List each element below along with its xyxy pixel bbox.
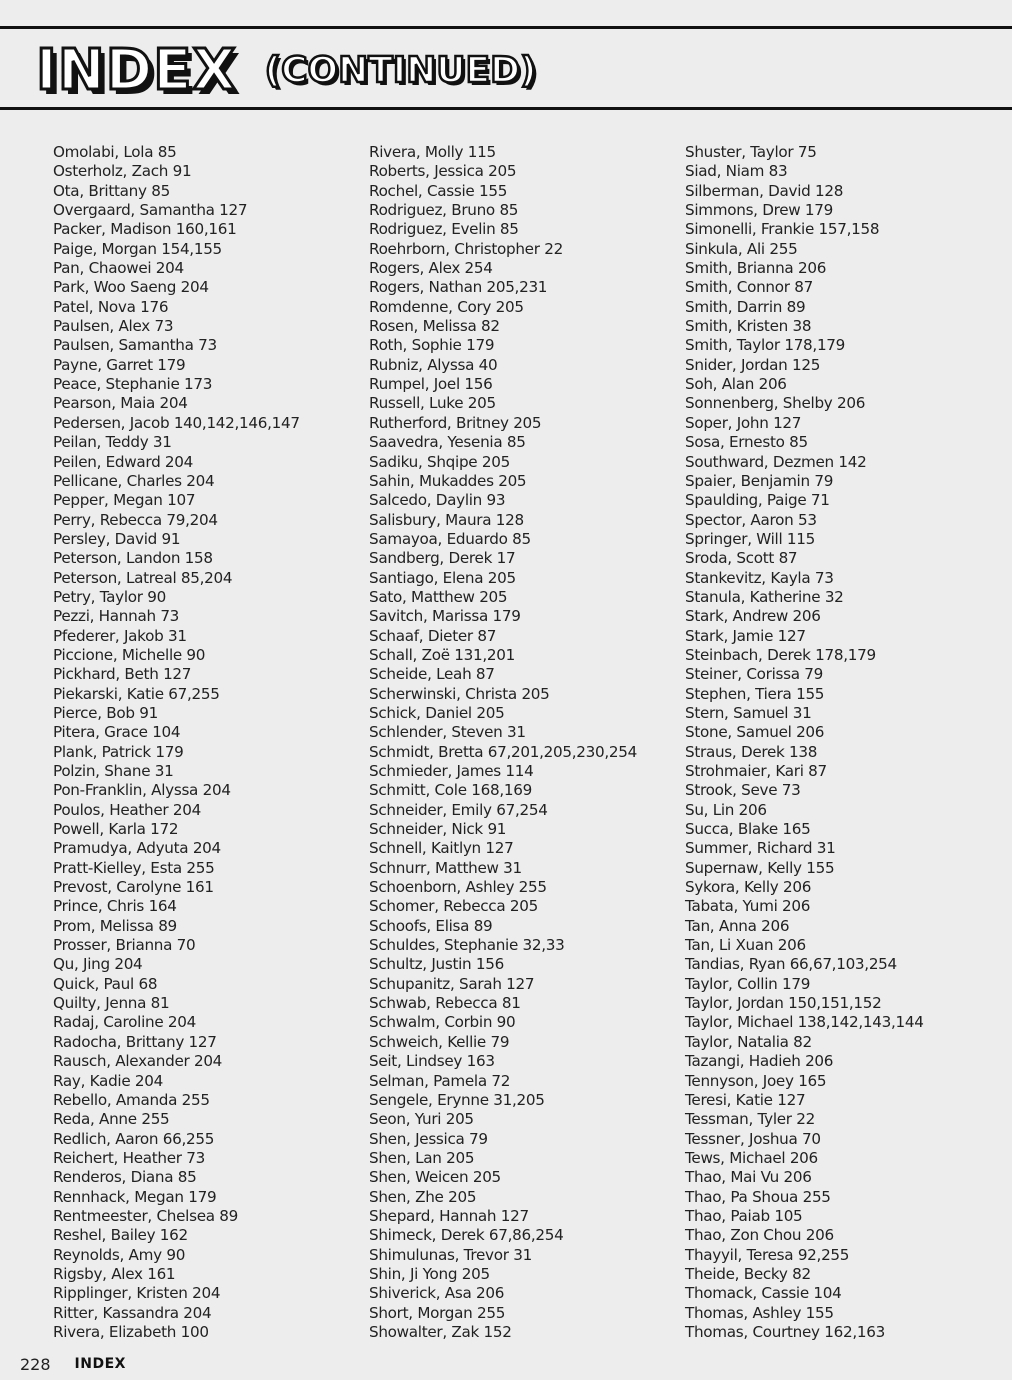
index-entry: Schmitt, Cole 168,169 [369, 781, 532, 800]
index-entry: Schuldes, Stephanie 32,33 [369, 936, 565, 955]
index-entry: Simonelli, Frankie 157,158 [685, 220, 880, 239]
index-entry: Rutherford, Britney 205 [369, 413, 542, 432]
index-entry: Stankevitz, Kayla 73 [685, 568, 834, 587]
index-column-3 [685, 143, 1005, 1342]
page-header [36, 38, 536, 104]
index-entry: Seon, Yuri 205 [369, 1110, 474, 1129]
index-entry: Smith, Darrin 89 [685, 297, 806, 316]
index-entry: Reda, Anne 255 [53, 1110, 170, 1129]
index-entry: Shimeck, Derek 67,86,254 [369, 1226, 564, 1245]
index-entry: Radocha, Brittany 127 [53, 1032, 217, 1051]
index-entry: Schwalm, Corbin 90 [369, 1013, 516, 1032]
footer-section-label: INDEX [74, 1356, 126, 1372]
index-entry: Sadiku, Shqipe 205 [369, 452, 510, 471]
index-entry: Sinkula, Ali 255 [685, 239, 798, 258]
index-entry: Poulos, Heather 204 [53, 800, 201, 819]
index-entry: Rigsby, Alex 161 [53, 1264, 176, 1283]
index-entry: Strohmaier, Kari 87 [685, 762, 827, 780]
index-entry: Petry, Taylor 90 [53, 587, 166, 606]
index-entry: Thao, Mai Vu 206 [685, 1168, 812, 1187]
index-entry: Taylor, Michael 138,142,143,144 [685, 1013, 924, 1032]
index-entry: Silberman, David 128 [685, 181, 844, 200]
index-entry: Shepard, Hannah 127 [369, 1206, 529, 1225]
index-entry: Succa, Blake 165 [685, 820, 811, 839]
index-entry: Rausch, Alexander 204 [53, 1052, 223, 1071]
index-entry: Rogers, Nathan 205,231 [369, 278, 548, 297]
index-entry: Rumpel, Joel 156 [369, 375, 493, 394]
index-entry: Schoofs, Elisa 89 [369, 916, 493, 935]
index-entry: Scherwinski, Christa 205 [369, 684, 550, 703]
index-entry: Peace, Stephanie 173 [53, 375, 213, 394]
page-title: INDEX [36, 38, 237, 103]
index-entry: Tazangi, Hadieh 206 [685, 1052, 834, 1071]
index-entry: Steiner, Corissa 79 [685, 665, 823, 684]
index-entry: Peilen, Edward 204 [53, 452, 194, 471]
index-entry: Schlender, Steven 31 [369, 723, 526, 742]
index-entry: Stephen, Tiera 155 [685, 684, 825, 703]
index-entry: Shin, Ji Yong 205 [369, 1264, 490, 1283]
index-entry: Southward, Dezmen 142 [685, 452, 867, 471]
index-entry: Tandias, Ryan 66,67,103,254 [685, 955, 897, 974]
index-entry: Paulsen, Alex 73 [53, 317, 174, 336]
index-entry: Persley, David 91 [53, 529, 181, 548]
index-entry: Pitera, Grace 104 [53, 723, 181, 742]
index-entry: Russell, Luke 205 [369, 394, 496, 413]
index-entry: Schneider, Emily 67,254 [369, 800, 548, 819]
index-entry: Smith, Taylor 178,179 [685, 336, 846, 355]
index-entry: Pan, Chaowei 204 [53, 259, 184, 278]
index-entry: Sahin, Mukaddes 205 [369, 471, 527, 490]
index-entry: Tessman, Tyler 22 [685, 1110, 816, 1129]
index-entry: Reynolds, Amy 90 [53, 1245, 186, 1264]
index-entry: Quilty, Jenna 81 [53, 994, 170, 1013]
index-entry: Tan, Anna 206 [685, 916, 790, 935]
index-entry: Overgaard, Samantha 127 [53, 201, 248, 220]
index-entry: Rivera, Elizabeth 100 [53, 1322, 209, 1341]
index-entry: Schaaf, Dieter 87 [369, 626, 497, 645]
index-entry: Rennhack, Megan 179 [53, 1187, 217, 1206]
index-entry: Pramudya, Adyuta 204 [53, 839, 221, 858]
index-entry: Pratt-Kielley, Esta 255 [53, 858, 215, 877]
index-entry: Soper, John 127 [685, 413, 802, 432]
index-entry: Schneider, Nick 91 [369, 820, 507, 839]
index-entry: Schupanitz, Sarah 127 [369, 974, 535, 993]
index-entry: Sykora, Kelly 206 [685, 878, 812, 897]
index-entry: Smith, Kristen 38 [685, 317, 812, 336]
header-rule [0, 107, 1012, 110]
index-entry: Ray, Kadie 204 [53, 1071, 163, 1090]
index-entry: Pellicane, Charles 204 [53, 471, 215, 490]
index-entry: Piekarski, Katie 67,255 [53, 684, 220, 703]
index-entry: Reichert, Heather 73 [53, 1148, 206, 1167]
index-entry: Samayoa, Eduardo 85 [369, 529, 531, 548]
index-entry: Peterson, Latreal 85,204 [53, 568, 233, 587]
index-entry: Shiverick, Asa 206 [369, 1284, 505, 1303]
index-entry: Rebello, Amanda 255 [53, 1090, 210, 1109]
index-entry: Peilan, Teddy 31 [53, 433, 172, 452]
index-entry: Redlich, Aaron 66,255 [53, 1129, 215, 1148]
page-footer [20, 1354, 126, 1374]
index-entry: Romdenne, Cory 205 [369, 297, 524, 316]
index-entry: Rochel, Cassie 155 [369, 181, 508, 200]
index-entry: Taylor, Collin 179 [685, 974, 811, 993]
index-entry: Prosser, Brianna 70 [53, 936, 196, 955]
index-entry: Steinbach, Derek 178,179 [685, 645, 876, 664]
index-entry: Rodriguez, Evelin 85 [369, 220, 519, 239]
index-entry: Qu, Jing 204 [53, 955, 143, 974]
index-entry: Schwab, Rebecca 81 [369, 994, 521, 1013]
index-entry: Roehrborn, Christopher 22 [369, 239, 563, 258]
index-entry: Short, Morgan 255 [369, 1303, 506, 1322]
index-entry: Tennyson, Joey 165 [685, 1071, 827, 1090]
index-entry: Peterson, Landon 158 [53, 549, 213, 568]
index-entry: Piccione, Michelle 90 [53, 645, 206, 664]
index-entry: Spector, Aaron 53 [685, 510, 817, 529]
page-number: 228 [20, 1354, 51, 1374]
index-entry: Radaj, Caroline 204 [53, 1013, 196, 1032]
index-entry: Thomack, Cassie 104 [685, 1284, 842, 1303]
index-column-1 [53, 143, 373, 1342]
index-entry: Sengele, Erynne 31,205 [369, 1090, 545, 1109]
index-entry: Polzin, Shane 31 [53, 762, 174, 780]
index-entry: Reshel, Bailey 162 [53, 1226, 188, 1245]
index-entry: Spaier, Benjamin 79 [685, 471, 834, 490]
index-entry: Payne, Garret 179 [53, 355, 186, 374]
index-entry: Pon-Franklin, Alyssa 204 [53, 781, 231, 800]
index-entry: Perry, Rebecca 79,204 [53, 510, 218, 529]
index-entry: Rivera, Molly 115 [369, 143, 496, 161]
index-entry: Ripplinger, Kristen 204 [53, 1284, 221, 1303]
index-entry: Summer, Richard 31 [685, 839, 836, 858]
index-entry: Shen, Jessica 79 [369, 1129, 488, 1148]
index-entry: Pearson, Maia 204 [53, 394, 188, 413]
index-entry: Supernaw, Kelly 155 [685, 858, 835, 877]
index-entry: Smith, Brianna 206 [685, 259, 827, 278]
index-entry: Spaulding, Paige 71 [685, 491, 830, 510]
index-entry: Shuster, Taylor 75 [685, 143, 817, 161]
index-entry: Pepper, Megan 107 [53, 491, 196, 510]
index-entry: Saavedra, Yesenia 85 [369, 433, 526, 452]
index-entry: Theide, Becky 82 [685, 1264, 811, 1283]
index-entry: Shimulunas, Trevor 31 [369, 1245, 532, 1264]
index-entry: Pedersen, Jacob 140,142,146,147 [53, 413, 300, 432]
index-entry: Sandberg, Derek 17 [369, 549, 516, 568]
top-rule [0, 26, 1012, 29]
index-entry: Prom, Melissa 89 [53, 916, 177, 935]
index-entry: Strook, Seve 73 [685, 781, 801, 800]
index-entry: Schweich, Kellie 79 [369, 1032, 510, 1051]
index-entry: Tan, Li Xuan 206 [685, 936, 806, 955]
index-entry: Su, Lin 206 [685, 800, 767, 819]
index-entry: Teresi, Katie 127 [685, 1090, 806, 1109]
index-entry: Roth, Sophie 179 [369, 336, 495, 355]
index-entry: Prevost, Carolyne 161 [53, 878, 214, 897]
index-entry: Selman, Pamela 72 [369, 1071, 511, 1090]
index-entry: Schmieder, James 114 [369, 762, 534, 780]
index-entry: Schnurr, Matthew 31 [369, 858, 522, 877]
index-entry: Taylor, Natalia 82 [685, 1032, 812, 1051]
index-entry: Pierce, Bob 91 [53, 703, 158, 722]
index-entry: Omolabi, Lola 85 [53, 143, 177, 161]
index-entry: Stern, Samuel 31 [685, 703, 812, 722]
index-entry: Packer, Madison 160,161 [53, 220, 237, 239]
index-entry: Thomas, Courtney 162,163 [685, 1322, 885, 1341]
index-entry: Stark, Jamie 127 [685, 626, 806, 645]
index-entry: Smith, Connor 87 [685, 278, 813, 297]
index-entry: Sroda, Scott 87 [685, 549, 798, 568]
index-entry: Schmidt, Bretta 67,201,205,230,254 [369, 742, 637, 761]
index-entry: Prince, Chris 164 [53, 897, 177, 916]
index-entry: Patel, Nova 176 [53, 297, 169, 316]
index-entry: Schall, Zoë 131,201 [369, 645, 515, 664]
index-entry: Rogers, Alex 254 [369, 259, 493, 278]
index-entry: Sosa, Ernesto 85 [685, 433, 808, 452]
index-entry: Springer, Will 115 [685, 529, 816, 548]
page-subtitle: (CONTINUED) [264, 50, 537, 91]
index-entry: Schick, Daniel 205 [369, 703, 505, 722]
index-entry: Paulsen, Samantha 73 [53, 336, 217, 355]
index-entry: Showalter, Zak 152 [369, 1322, 512, 1341]
index-entry: Shen, Lan 205 [369, 1148, 475, 1167]
index-entry: Rodriguez, Bruno 85 [369, 201, 519, 220]
index-entry: Schomer, Rebecca 205 [369, 897, 538, 916]
index-entry: Sato, Matthew 205 [369, 587, 508, 606]
index-entry: Tessner, Joshua 70 [685, 1129, 821, 1148]
index-entry: Snider, Jordan 125 [685, 355, 821, 374]
index-entry: Ota, Brittany 85 [53, 181, 170, 200]
index-entry: Pickhard, Beth 127 [53, 665, 192, 684]
index-entry: Santiago, Elena 205 [369, 568, 516, 587]
index-entry: Plank, Patrick 179 [53, 742, 184, 761]
index-entry: Thao, Pa Shoua 255 [685, 1187, 831, 1206]
index-entry: Straus, Derek 138 [685, 742, 818, 761]
index-entry: Rosen, Melissa 82 [369, 317, 500, 336]
index-entry: Scheide, Leah 87 [369, 665, 495, 684]
index-entry: Ritter, Kassandra 204 [53, 1303, 212, 1322]
index-entry: Soh, Alan 206 [685, 375, 787, 394]
index-entry: Shen, Zhe 205 [369, 1187, 477, 1206]
index-entry: Pezzi, Hannah 73 [53, 607, 180, 626]
index-entry: Seit, Lindsey 163 [369, 1052, 495, 1071]
index-entry: Thayyil, Teresa 92,255 [685, 1245, 850, 1264]
index-entry: Quick, Paul 68 [53, 974, 158, 993]
index-entry: Simmons, Drew 179 [685, 201, 834, 220]
index-entry: Thomas, Ashley 155 [685, 1303, 834, 1322]
index-entry: Schultz, Justin 156 [369, 955, 504, 974]
index-entry: Renderos, Diana 85 [53, 1168, 197, 1187]
index-entry: Schnell, Kaitlyn 127 [369, 839, 514, 858]
index-entry: Schoenborn, Ashley 255 [369, 878, 547, 897]
index-column-2 [369, 143, 689, 1342]
index-entry: Rubniz, Alyssa 40 [369, 355, 498, 374]
index-entry: Thao, Zon Chou 206 [685, 1226, 834, 1245]
index-entry: Salcedo, Daylin 93 [369, 491, 506, 510]
index-entry: Siad, Niam 83 [685, 162, 788, 181]
index-entry: Taylor, Jordan 150,151,152 [685, 994, 882, 1013]
index-entry: Stark, Andrew 206 [685, 607, 821, 626]
index-entry: Tabata, Yumi 206 [685, 897, 811, 916]
index-entry: Stanula, Katherine 32 [685, 587, 844, 606]
index-entry: Rentmeester, Chelsea 89 [53, 1206, 238, 1225]
index-entry: Thao, Paiab 105 [685, 1206, 803, 1225]
index-entry: Salisbury, Maura 128 [369, 510, 524, 529]
index-entry: Tews, Michael 206 [685, 1148, 818, 1167]
index-entry: Paige, Morgan 154,155 [53, 239, 222, 258]
index-entry: Park, Woo Saeng 204 [53, 278, 209, 297]
index-entry: Osterholz, Zach 91 [53, 162, 192, 181]
index-entry: Savitch, Marissa 179 [369, 607, 521, 626]
index-entry: Powell, Karla 172 [53, 820, 179, 839]
index-entry: Roberts, Jessica 205 [369, 162, 517, 181]
index-entry: Pfederer, Jakob 31 [53, 626, 187, 645]
index-entry: Sonnenberg, Shelby 206 [685, 394, 866, 413]
index-entry: Stone, Samuel 206 [685, 723, 825, 742]
index-entry: Shen, Weicen 205 [369, 1168, 501, 1187]
